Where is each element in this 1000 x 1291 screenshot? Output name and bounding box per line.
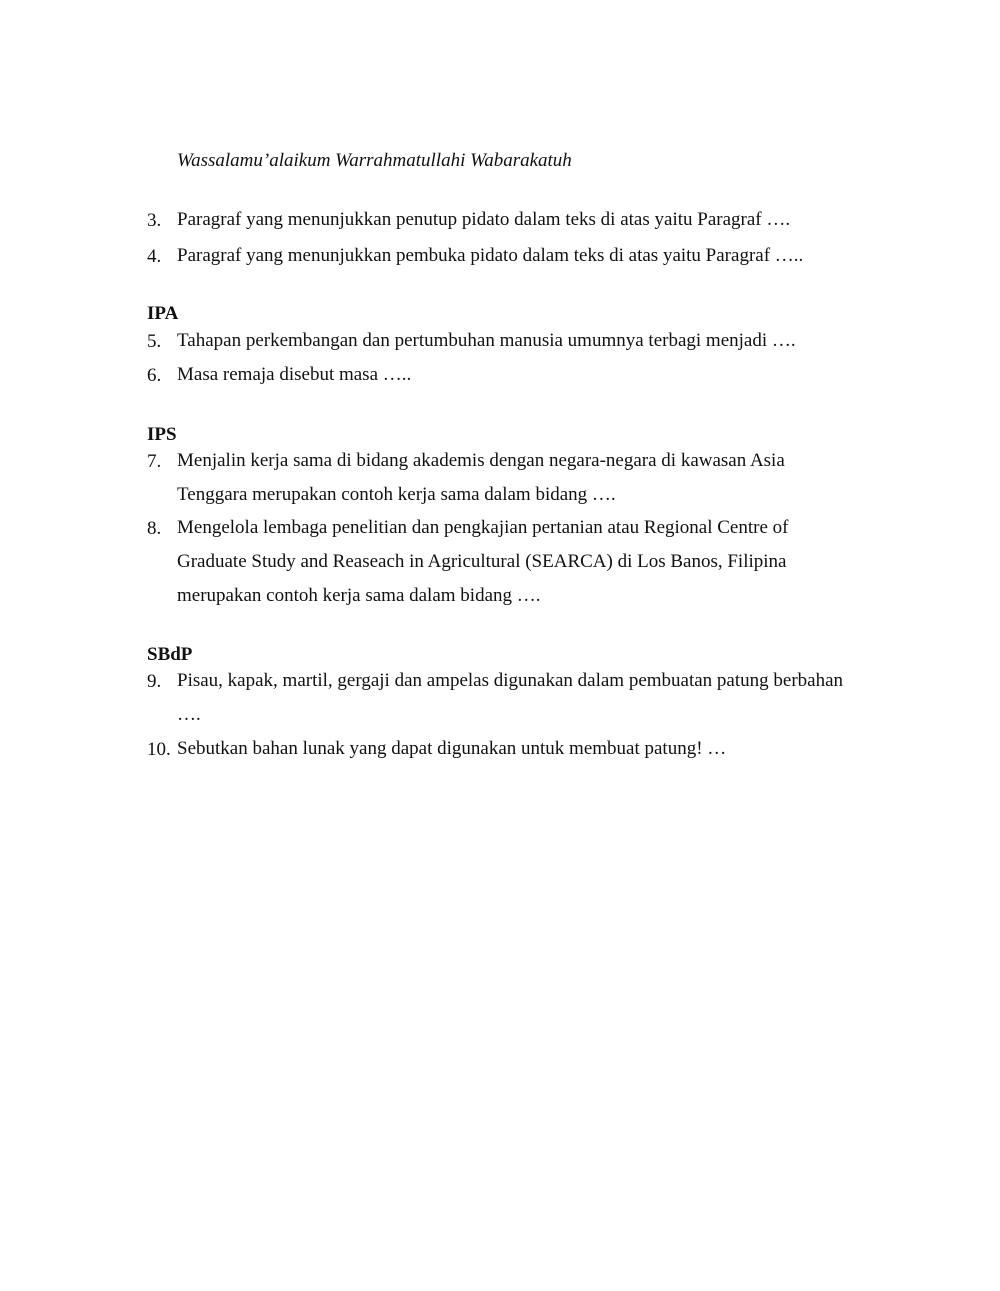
question-line: ….	[177, 704, 201, 725]
question-text	[177, 358, 411, 392]
closing-greeting: Wassalamu’alaikum Warrahmatullahi Wabarakatuh	[177, 150, 572, 171]
question-number: 3.	[147, 210, 162, 231]
section-heading-sbdp: SBdP	[147, 644, 193, 665]
question-text	[177, 664, 843, 732]
question-line: Menjalin kerja sama di bidang akademis dengan negara-negara di kawasan Asia	[177, 450, 785, 471]
section-heading-ips: IPS	[147, 424, 177, 445]
question-line: Tenggara merupakan contoh kerja sama dalam bidang ….	[177, 484, 616, 505]
question-text	[177, 732, 726, 766]
question-line: Paragraf yang menunjukkan penutup pidato dalam teks di atas yaitu Paragraf ….	[177, 209, 791, 230]
question-line: Mengelola lembaga penelitian dan pengkajian pertanian atau Regional Centre of	[177, 517, 789, 538]
question-number: 6.	[147, 365, 162, 386]
question-text	[177, 444, 785, 512]
question-number: 7.	[147, 451, 162, 472]
question-number: 4.	[147, 246, 162, 267]
question-text	[177, 203, 790, 237]
question-text	[177, 324, 796, 358]
question-number: 9.	[147, 671, 162, 692]
question-line: Sebutkan bahan lunak yang dapat digunakan untuk membuat patung! …	[177, 738, 727, 759]
question-text	[177, 511, 788, 613]
question-line: Graduate Study and Reaseach in Agricultural (SEARCA) di Los Banos, Filipina	[177, 551, 787, 572]
question-text	[177, 239, 803, 273]
section-heading-ipa: IPA	[147, 303, 179, 324]
question-number: 5.	[147, 331, 162, 352]
question-number: 10.	[147, 739, 171, 760]
question-number: 8.	[147, 518, 162, 539]
question-line: Tahapan perkembangan dan pertumbuhan manusia umumnya terbagi menjadi ….	[177, 330, 796, 351]
question-line: Masa remaja disebut masa …..	[177, 364, 412, 385]
question-line: Pisau, kapak, martil, gergaji dan ampelas digunakan dalam pembuatan patung berbahan	[177, 670, 844, 691]
question-line: Paragraf yang menunjukkan pembuka pidato dalam teks di atas yaitu Paragraf …..	[177, 245, 804, 266]
question-line: merupakan contoh kerja sama dalam bidang ….	[177, 585, 541, 606]
